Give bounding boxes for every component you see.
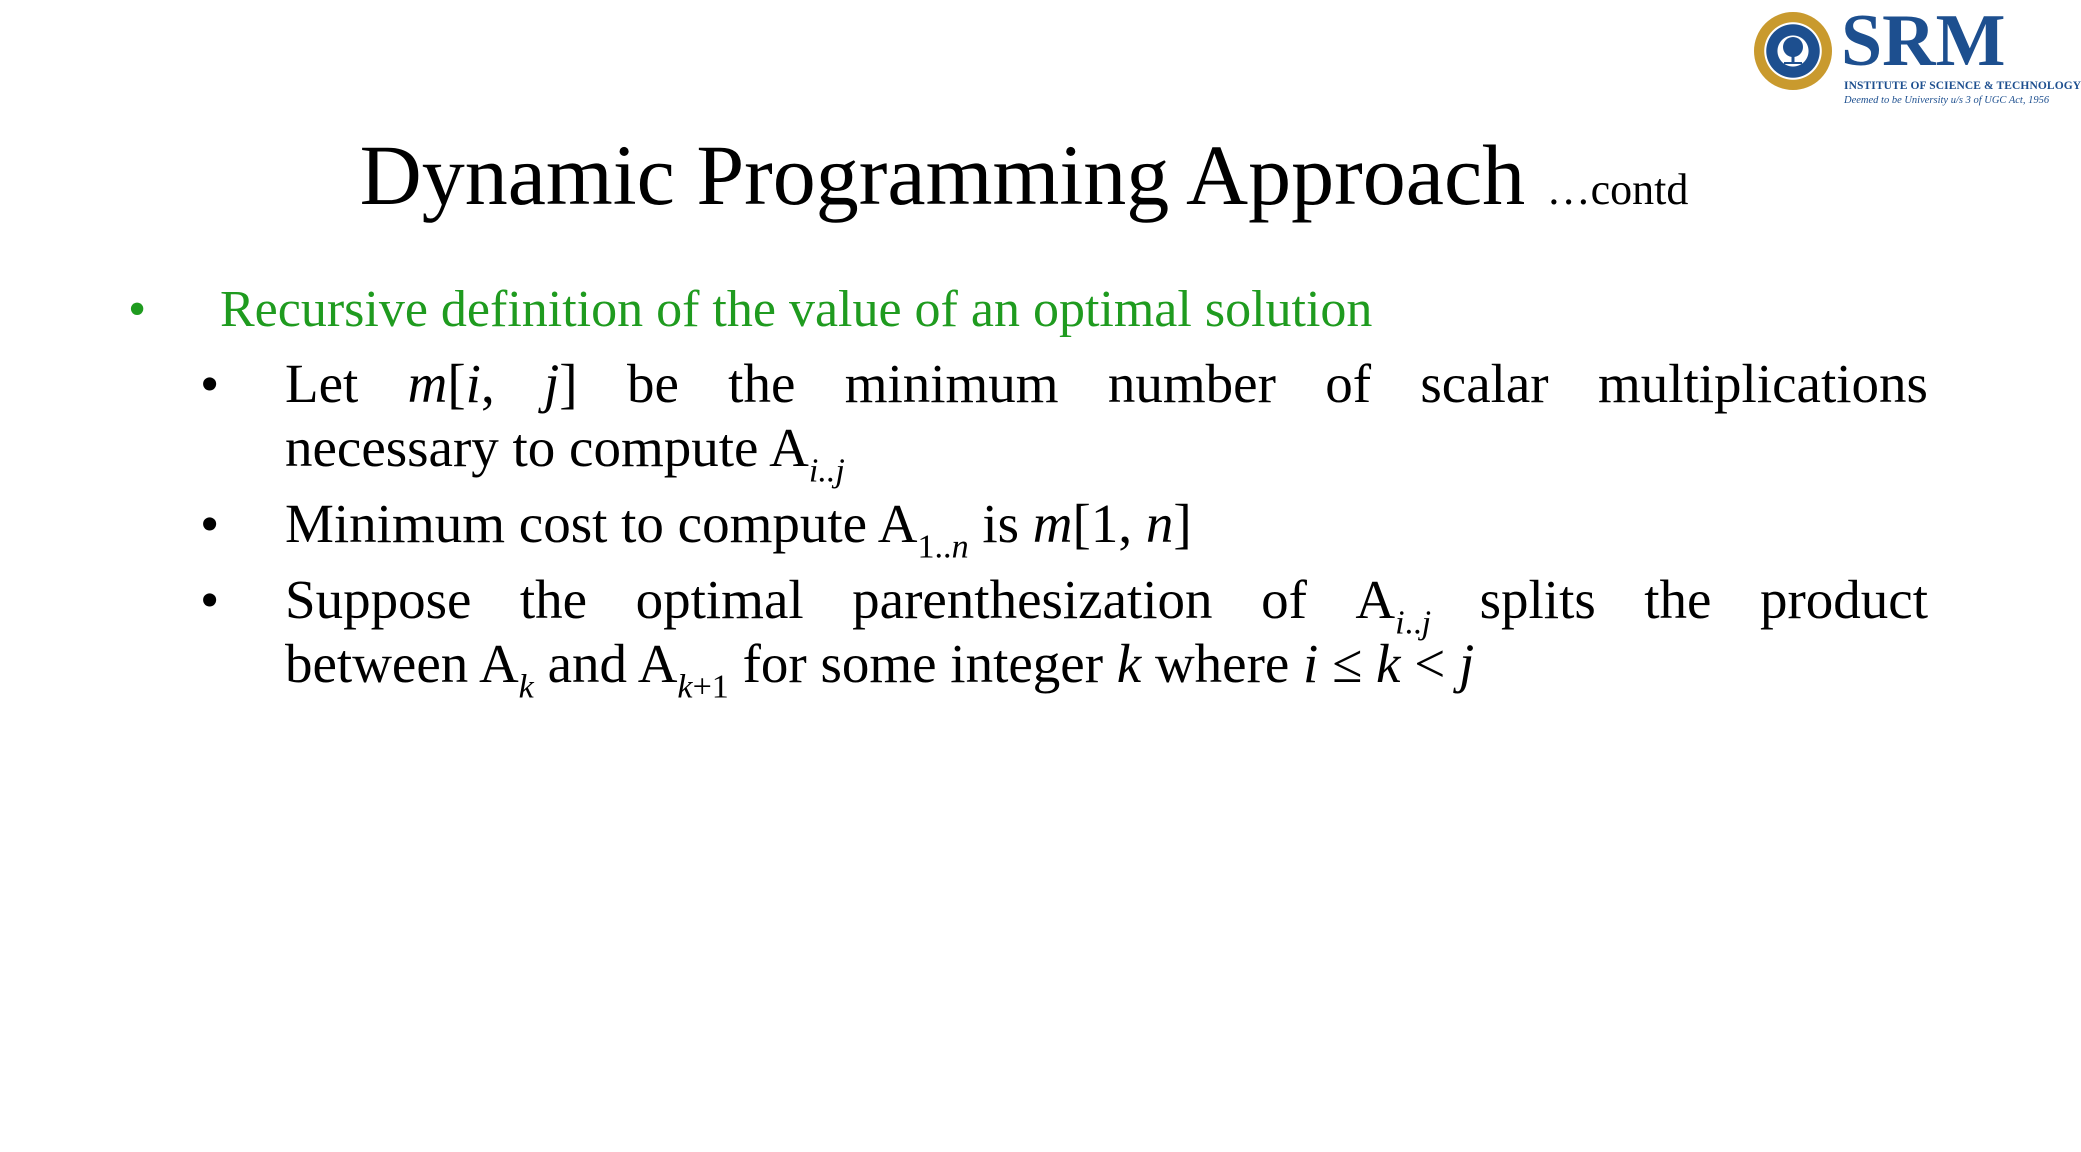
word: Suppose xyxy=(285,569,472,630)
text: is xyxy=(968,493,1033,554)
text: between A xyxy=(285,633,519,694)
word: be xyxy=(626,353,679,414)
word: scalar xyxy=(1420,353,1549,414)
text: Minimum cost to compute A xyxy=(285,493,918,554)
srm-logo xyxy=(1754,0,2081,110)
text: and A xyxy=(533,633,678,694)
slide-title xyxy=(0,120,2048,245)
word: parenthesization xyxy=(852,569,1213,630)
word-math: m[i, xyxy=(407,353,495,414)
word: minimum xyxy=(844,353,1059,414)
word: the xyxy=(1644,569,1712,630)
title-suffix: …contd xyxy=(1546,165,1689,214)
bullet-marker: • xyxy=(200,353,220,414)
math-expression: m[1, n] xyxy=(1032,493,1192,554)
subscript: 1..n xyxy=(917,528,969,566)
point-3 xyxy=(200,568,1928,706)
text: for some integer xyxy=(728,633,1117,694)
logo-subtitle: INSTITUTE OF SCIENCE & TECHNOLOGY xyxy=(1844,80,2081,92)
point-1-line-1 xyxy=(285,352,1928,416)
math-expression: i ≤ k < j xyxy=(1303,633,1475,694)
subscript: i..j xyxy=(808,452,845,490)
word: number xyxy=(1107,353,1276,414)
text: necessary to compute A xyxy=(285,417,809,478)
logo-brand: SRM xyxy=(1841,0,2006,82)
point-3-line-1 xyxy=(285,568,1928,642)
word: of xyxy=(1261,569,1307,630)
bullet-marker: • xyxy=(128,281,147,338)
word: optimal xyxy=(635,569,804,630)
subscript: k xyxy=(518,668,534,706)
word-math: $A_{i..j}$ xyxy=(1355,569,1432,642)
word: the xyxy=(519,569,588,630)
heading-text: Recursive definition of the value of an optimal solution xyxy=(220,281,1373,338)
title-text: Dynamic Programming Approach xyxy=(359,127,1526,223)
word: splits xyxy=(1479,569,1596,630)
word: of xyxy=(1325,353,1372,414)
point-1 xyxy=(200,352,1928,490)
bullet-marker: • xyxy=(200,569,220,630)
word: product xyxy=(1759,569,1928,630)
word: the xyxy=(728,353,796,414)
text: where xyxy=(1141,633,1304,694)
point-1-line-2 xyxy=(285,416,1928,490)
tree-icon xyxy=(1775,33,1811,69)
word: multiplications xyxy=(1597,353,1928,414)
word: Let xyxy=(285,353,359,414)
logo-tagline: Deemed to be University u/s 3 of UGC Act, 1956 xyxy=(1844,95,2050,106)
subscript: k+1 xyxy=(677,668,729,706)
variable: k xyxy=(1116,633,1142,694)
point-2 xyxy=(200,492,1928,566)
word-math: j] xyxy=(544,353,578,414)
point-3-line-2 xyxy=(285,632,1928,706)
heading-bullet xyxy=(128,278,1728,342)
bullet-marker: • xyxy=(200,493,220,554)
university-seal-icon xyxy=(1754,12,1832,90)
